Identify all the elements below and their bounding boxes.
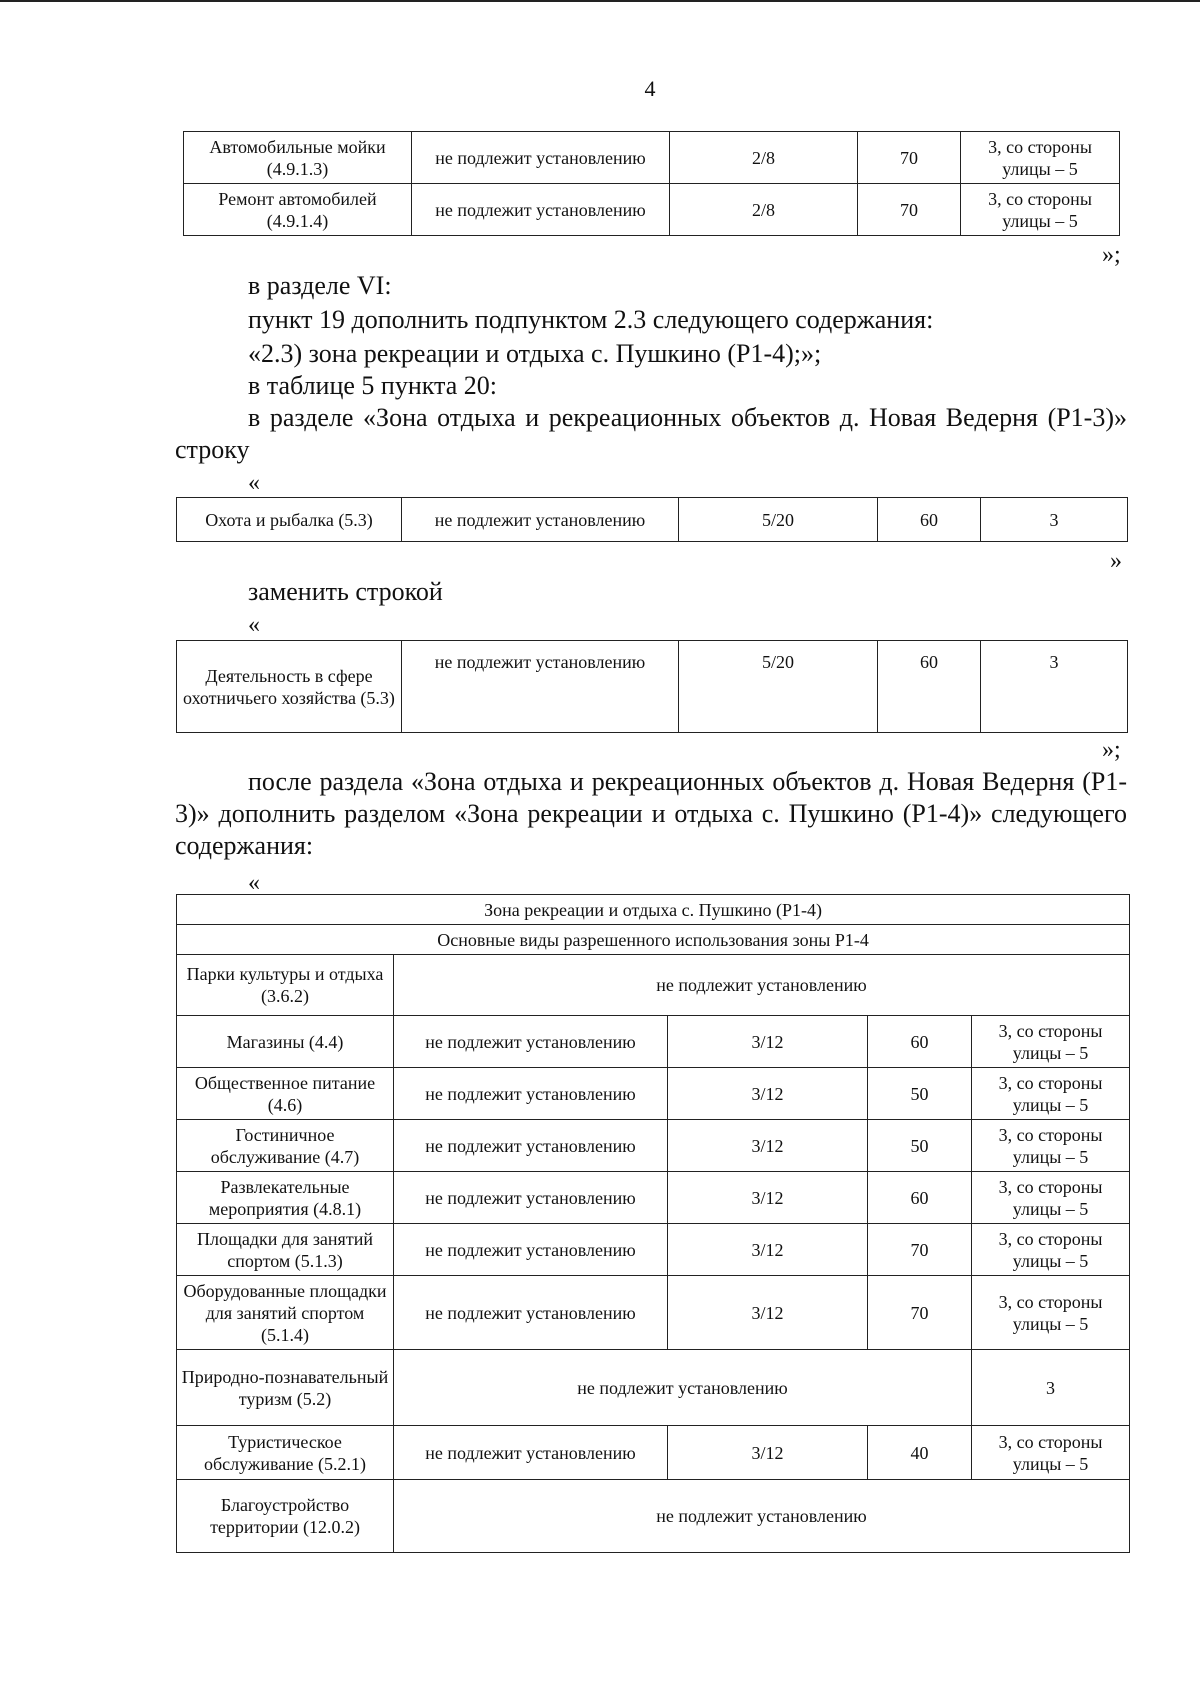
cell-merged: не подлежит установлению bbox=[394, 955, 1130, 1016]
table-row bbox=[177, 1350, 1130, 1426]
table-row bbox=[177, 1016, 1130, 1068]
cell-indent: 3, со стороны улицы – 5 bbox=[972, 1068, 1130, 1120]
text-line: в разделе VI: bbox=[248, 271, 392, 300]
table-row bbox=[177, 1172, 1130, 1224]
cell-name: Площадки для занятий спортом (5.1.3) bbox=[177, 1224, 394, 1276]
cell-floors: 5/20 bbox=[679, 498, 878, 542]
cell-coverage: 60 bbox=[878, 498, 981, 542]
cell-coverage: 70 bbox=[858, 132, 961, 184]
cell-floors: 3/12 bbox=[668, 1172, 868, 1224]
cell-name: Благоустройство территории (12.0.2) bbox=[177, 1480, 394, 1553]
text-line: заменить строкой bbox=[248, 577, 443, 606]
cell-setback: не подлежит установлению bbox=[394, 1016, 668, 1068]
cell-name: Оборудованные площадки для занятий спортом (5.1.4) bbox=[177, 1276, 394, 1350]
paragraph bbox=[175, 766, 1127, 862]
cell-floors: 3/12 bbox=[668, 1276, 868, 1350]
opening-quote: « bbox=[248, 612, 260, 638]
text-line: в таблице 5 пункта 20: bbox=[248, 371, 497, 400]
cell-indent: 3, со стороны улицы – 5 bbox=[961, 132, 1120, 184]
cell-setback: не подлежит установлению bbox=[412, 132, 670, 184]
cell-indent: 3 bbox=[972, 1350, 1130, 1426]
cell-name: Парки культуры и отдыха (3.6.2) bbox=[177, 955, 394, 1016]
cell-setback: не подлежит установлению bbox=[394, 1120, 668, 1172]
cell-name: Природно-познавательный туризм (5.2) bbox=[177, 1350, 394, 1426]
cell-coverage: 40 bbox=[868, 1426, 972, 1480]
text-line: пункт 19 дополнить подпунктом 2.3 следующего содержания: bbox=[248, 305, 934, 334]
cell-name: Гостиничное обслуживание (4.7) bbox=[177, 1120, 394, 1172]
scan-top-border bbox=[0, 0, 1200, 2]
cell-indent: 3, со стороны улицы – 5 bbox=[972, 1426, 1130, 1480]
zone-title: Зона рекреации и отдыха с. Пушкино (Р1-4) bbox=[177, 895, 1130, 925]
cell-name: Развлекательные мероприятия (4.8.1) bbox=[177, 1172, 394, 1224]
table-subtitle-row bbox=[177, 925, 1130, 955]
cell-coverage: 50 bbox=[868, 1068, 972, 1120]
cell-setback: не подлежит установлению bbox=[394, 1276, 668, 1350]
cell-floors: 3/12 bbox=[668, 1068, 868, 1120]
cell-floors: 2/8 bbox=[670, 184, 858, 236]
table-old-row bbox=[176, 497, 1128, 542]
cell-indent: 3, со стороны улицы – 5 bbox=[961, 184, 1120, 236]
cell-indent: 3 bbox=[981, 498, 1128, 542]
cell-floors: 3/12 bbox=[668, 1120, 868, 1172]
closing-quote: »; bbox=[1102, 242, 1121, 268]
table-row bbox=[184, 184, 1120, 236]
cell-setback: не подлежит установлению bbox=[412, 184, 670, 236]
cell-coverage: 60 bbox=[868, 1016, 972, 1068]
cell-merged: не подлежит установлению bbox=[394, 1480, 1130, 1553]
cell-setback: не подлежит установлению bbox=[394, 1426, 668, 1480]
table-row bbox=[177, 498, 1128, 542]
table-row bbox=[177, 1120, 1130, 1172]
closing-quote: »; bbox=[1102, 737, 1121, 763]
opening-quote: « bbox=[248, 870, 260, 896]
cell-floors: 5/20 bbox=[679, 641, 878, 733]
table-new-row bbox=[176, 640, 1128, 733]
cell-indent: 3, со стороны улицы – 5 bbox=[972, 1276, 1130, 1350]
cell-indent: 3, со стороны улицы – 5 bbox=[972, 1224, 1130, 1276]
cell-floors: 2/8 bbox=[670, 132, 858, 184]
cell-coverage: 60 bbox=[868, 1172, 972, 1224]
cell-name: Общественное питание (4.6) bbox=[177, 1068, 394, 1120]
cell-merged: не подлежит установлению bbox=[394, 1350, 972, 1426]
table-row bbox=[177, 641, 1128, 733]
cell-coverage: 60 bbox=[878, 641, 981, 733]
cell-indent: 3, со стороны улицы – 5 bbox=[972, 1016, 1130, 1068]
cell-setback: не подлежит установлению bbox=[394, 1224, 668, 1276]
cell-indent: 3 bbox=[981, 641, 1128, 733]
cell-floors: 3/12 bbox=[668, 1426, 868, 1480]
cell-name: Туристическое обслуживание (5.2.1) bbox=[177, 1426, 394, 1480]
cell-setback: не подлежит установлению bbox=[402, 641, 679, 733]
table-row bbox=[177, 1068, 1130, 1120]
cell-name: Ремонт автомобилей (4.9.1.4) bbox=[184, 184, 412, 236]
cell-name: Деятельность в сфере охотничьего хозяйства (5.3) bbox=[177, 641, 402, 733]
zone-subtitle: Основные виды разрешенного использования зоны Р1-4 bbox=[177, 925, 1130, 955]
table-row bbox=[184, 132, 1120, 184]
table-row bbox=[177, 955, 1130, 1016]
cell-setback: не подлежит установлению bbox=[394, 1068, 668, 1120]
cell-name: Охота и рыбалка (5.3) bbox=[177, 498, 402, 542]
cell-coverage: 50 bbox=[868, 1120, 972, 1172]
paragraph-text: в разделе «Зона отдыха и рекреационных объектов д. Новая Ведерня (Р1-3)» строку bbox=[175, 403, 1127, 464]
cell-name: Автомобильные мойки (4.9.1.3) bbox=[184, 132, 412, 184]
cell-indent: 3, со стороны улицы – 5 bbox=[972, 1120, 1130, 1172]
table-row bbox=[177, 1224, 1130, 1276]
cell-floors: 3/12 bbox=[668, 1224, 868, 1276]
table-continuation bbox=[183, 131, 1120, 236]
table-row bbox=[177, 1426, 1130, 1480]
paragraph bbox=[175, 402, 1127, 466]
table-zone-r1-4 bbox=[176, 894, 1130, 1553]
cell-coverage: 70 bbox=[868, 1276, 972, 1350]
paragraph-text: после раздела «Зона отдыха и рекреационных объектов д. Новая Ведерня (Р1-3)» дополнить разделом «Зона рекреации и отдыха с. Пушкино (Р1-4)» следующего содержания: bbox=[175, 767, 1127, 860]
cell-name: Магазины (4.4) bbox=[177, 1016, 394, 1068]
cell-setback: не подлежит установлению bbox=[402, 498, 679, 542]
cell-indent: 3, со стороны улицы – 5 bbox=[972, 1172, 1130, 1224]
table-row bbox=[177, 1276, 1130, 1350]
opening-quote: « bbox=[248, 470, 260, 496]
closing-quote: » bbox=[1110, 548, 1122, 574]
cell-setback: не подлежит установлению bbox=[394, 1172, 668, 1224]
table-row bbox=[177, 1480, 1130, 1553]
cell-coverage: 70 bbox=[858, 184, 961, 236]
table-title-row bbox=[177, 895, 1130, 925]
page-number: 4 bbox=[644, 76, 656, 101]
cell-floors: 3/12 bbox=[668, 1016, 868, 1068]
text-line: «2.3) зона рекреации и отдыха с. Пушкино (Р1-4);»; bbox=[248, 339, 822, 368]
cell-coverage: 70 bbox=[868, 1224, 972, 1276]
